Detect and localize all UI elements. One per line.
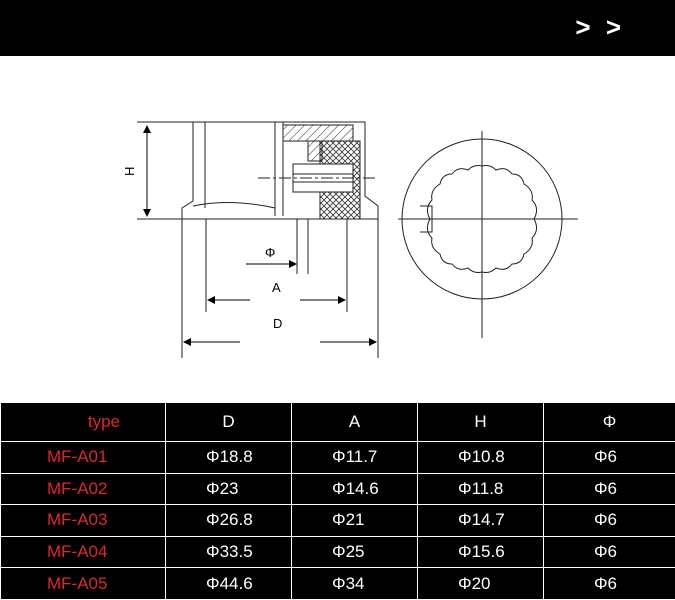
label-phi: Φ [265,245,276,260]
col-header-type: type [1,403,166,442]
knob-dimension-drawing [0,56,675,402]
cell-a: Φ14.6 [292,473,418,505]
cell-a: Φ25 [292,536,418,568]
label-a: A [272,280,281,295]
spec-table [0,402,675,600]
cell-d: Φ26.8 [166,505,292,537]
table-header-row [1,403,675,442]
cell-phi: Φ6 [544,536,675,568]
header-bar [0,0,675,56]
cell-d: Φ33.5 [166,536,292,568]
cell-a: Φ11.7 [292,442,418,474]
table-row [1,442,675,474]
table-row [1,473,675,505]
cell-a: Φ21 [292,505,418,537]
cell-type: MF-A05 [1,568,166,600]
header-title [200,10,460,46]
cell-d: Φ23 [166,473,292,505]
cell-phi: Φ6 [544,505,675,537]
cell-type: MF-A01 [1,442,166,474]
technical-drawing [0,56,675,402]
cell-phi: Φ6 [544,442,675,474]
label-d: D [273,316,283,331]
col-header-h: H [418,403,544,442]
next-arrows-icon[interactable]: > > [575,12,625,42]
col-header-phi: Φ [544,403,675,442]
cell-h: Φ10.8 [418,442,544,474]
cell-h: Φ15.6 [418,536,544,568]
front-view [398,131,578,338]
cell-type: MF-A02 [1,473,166,505]
cell-h: Φ14.7 [418,505,544,537]
cell-phi: Φ6 [544,473,675,505]
cell-h: Φ11.8 [418,473,544,505]
cell-type: MF-A03 [1,505,166,537]
cell-type: MF-A04 [1,536,166,568]
table-row [1,568,675,600]
table-row [1,536,675,568]
cell-h: Φ20 [418,568,544,600]
col-header-d: D [166,403,292,442]
cell-d: Φ18.8 [166,442,292,474]
cell-phi: Φ6 [544,568,675,600]
col-header-a: A [292,403,418,442]
label-h: H [122,166,137,176]
table-row [1,505,675,537]
side-view [137,122,378,358]
cell-a: Φ34 [292,568,418,600]
cell-d: Φ44.6 [166,568,292,600]
